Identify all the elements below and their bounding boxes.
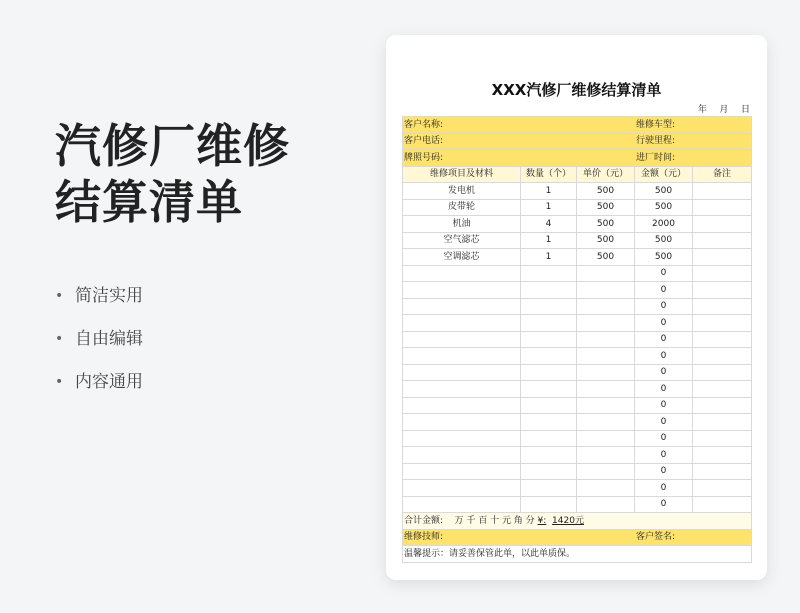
- quantity-cell[interactable]: 1: [521, 232, 577, 249]
- feature-item: [55, 326, 143, 369]
- info-row: [403, 133, 752, 150]
- info-label: 行驶里程:: [636, 136, 676, 147]
- table-row: [403, 364, 752, 381]
- hero-title-line-2: 结算清单: [55, 175, 243, 229]
- feature-label: 内容通用: [75, 372, 143, 392]
- total-label: 合计金额:: [404, 515, 444, 526]
- amount-cell[interactable]: 0: [635, 315, 693, 332]
- document-preview-card: [386, 35, 767, 580]
- item-cell[interactable]: [403, 463, 521, 480]
- remark-cell[interactable]: [693, 265, 752, 282]
- amount-cell[interactable]: 0: [635, 430, 693, 447]
- total-cell[interactable]: [403, 513, 752, 530]
- quantity-cell[interactable]: [521, 315, 577, 332]
- info-right-cell[interactable]: [635, 133, 752, 150]
- note-text: 温馨提示：请妥善保管此单，以此单质保。: [403, 546, 752, 563]
- amount-cell[interactable]: 2000: [635, 216, 693, 233]
- remark-cell[interactable]: [693, 216, 752, 233]
- item-rows: [403, 183, 752, 513]
- table-row: [403, 183, 752, 200]
- column-header: 单价（元）: [577, 166, 635, 183]
- quantity-cell[interactable]: 1: [521, 183, 577, 200]
- item-cell[interactable]: 空调滤芯: [403, 249, 521, 266]
- unit-price-cell[interactable]: [577, 397, 635, 414]
- quantity-cell[interactable]: [521, 480, 577, 497]
- remark-cell[interactable]: [693, 315, 752, 332]
- quantity-cell[interactable]: [521, 381, 577, 398]
- info-label: 进厂时间:: [636, 152, 676, 163]
- feature-item: [55, 283, 143, 326]
- unit-price-cell[interactable]: [577, 414, 635, 431]
- quantity-cell[interactable]: [521, 364, 577, 381]
- table-row: [403, 348, 752, 365]
- remark-cell[interactable]: [693, 381, 752, 398]
- amount-cell[interactable]: 0: [635, 381, 693, 398]
- item-cell[interactable]: [403, 331, 521, 348]
- table-row: [403, 216, 752, 233]
- remark-cell[interactable]: [693, 199, 752, 216]
- quantity-cell[interactable]: [521, 298, 577, 315]
- item-cell[interactable]: [403, 265, 521, 282]
- amount-cell[interactable]: 0: [635, 298, 693, 315]
- technician-label: 维修技师:: [404, 532, 444, 543]
- remark-cell[interactable]: [693, 480, 752, 497]
- item-cell[interactable]: [403, 298, 521, 315]
- total-row: [403, 513, 752, 530]
- quantity-cell[interactable]: [521, 282, 577, 299]
- unit-price-cell[interactable]: [577, 331, 635, 348]
- amount-cell[interactable]: 0: [635, 348, 693, 365]
- info-row: [403, 117, 752, 134]
- total-currency: ¥:: [537, 515, 547, 526]
- amount-cell[interactable]: 500: [635, 199, 693, 216]
- remark-cell[interactable]: [693, 232, 752, 249]
- quantity-cell[interactable]: [521, 414, 577, 431]
- amount-cell[interactable]: 500: [635, 183, 693, 200]
- unit-price-cell[interactable]: 500: [577, 249, 635, 266]
- info-right-cell[interactable]: [635, 150, 752, 167]
- remark-cell[interactable]: [693, 298, 752, 315]
- remark-cell[interactable]: [693, 414, 752, 431]
- amount-cell[interactable]: 0: [635, 463, 693, 480]
- bullet-icon: •: [55, 374, 64, 390]
- amount-cell[interactable]: 0: [635, 414, 693, 431]
- unit-price-cell[interactable]: [577, 315, 635, 332]
- item-cell[interactable]: [403, 414, 521, 431]
- info-label: 客户名称:: [404, 119, 444, 130]
- unit-price-cell[interactable]: 500: [577, 232, 635, 249]
- item-cell[interactable]: 机油: [403, 216, 521, 233]
- item-cell[interactable]: [403, 381, 521, 398]
- date-line: 年 月 日: [697, 105, 751, 115]
- table-row: [403, 430, 752, 447]
- table-row: [403, 298, 752, 315]
- unit-price-cell[interactable]: 500: [577, 199, 635, 216]
- info-label: 客户电话:: [404, 136, 444, 147]
- amount-cell[interactable]: 500: [635, 249, 693, 266]
- remark-cell[interactable]: [693, 447, 752, 464]
- unit-price-cell[interactable]: [577, 282, 635, 299]
- remark-cell[interactable]: [693, 496, 752, 513]
- table-row: [403, 331, 752, 348]
- quantity-cell[interactable]: [521, 447, 577, 464]
- remark-cell[interactable]: [693, 331, 752, 348]
- info-row: [403, 150, 752, 167]
- unit-price-cell[interactable]: 500: [577, 216, 635, 233]
- unit-price-cell[interactable]: 500: [577, 183, 635, 200]
- column-header: 数量（个）: [521, 166, 577, 183]
- unit-price-cell[interactable]: [577, 364, 635, 381]
- item-cell[interactable]: [403, 348, 521, 365]
- remark-cell[interactable]: [693, 183, 752, 200]
- customer-sign-cell[interactable]: [635, 529, 752, 546]
- table-row: [403, 249, 752, 266]
- unit-price-cell[interactable]: [577, 381, 635, 398]
- item-cell[interactable]: [403, 447, 521, 464]
- quantity-cell[interactable]: [521, 496, 577, 513]
- table-row: [403, 447, 752, 464]
- item-cell[interactable]: 空气滤芯: [403, 232, 521, 249]
- amount-cell[interactable]: 0: [635, 397, 693, 414]
- table-row: [403, 282, 752, 299]
- customer-sign-label: 客户签名:: [636, 532, 676, 543]
- remark-cell[interactable]: [693, 463, 752, 480]
- hero-title: [55, 118, 290, 230]
- quantity-cell[interactable]: [521, 331, 577, 348]
- item-cell[interactable]: [403, 364, 521, 381]
- item-cell[interactable]: 皮带轮: [403, 199, 521, 216]
- quantity-cell[interactable]: [521, 430, 577, 447]
- note-row: [403, 546, 752, 563]
- info-left-cell[interactable]: [403, 117, 635, 134]
- quantity-cell[interactable]: 1: [521, 199, 577, 216]
- hero-title-line-1: 汽修厂维修: [55, 119, 290, 173]
- table-row: [403, 265, 752, 282]
- unit-price-cell[interactable]: [577, 430, 635, 447]
- quantity-cell[interactable]: 1: [521, 249, 577, 266]
- info-right-cell[interactable]: [635, 117, 752, 134]
- table-row: [403, 463, 752, 480]
- unit-price-cell[interactable]: [577, 496, 635, 513]
- amount-cell[interactable]: 0: [635, 282, 693, 299]
- table-header-row: [403, 166, 752, 183]
- remark-cell[interactable]: [693, 397, 752, 414]
- info-left-cell[interactable]: [403, 133, 635, 150]
- item-cell[interactable]: [403, 496, 521, 513]
- amount-cell[interactable]: 0: [635, 331, 693, 348]
- technician-cell[interactable]: [403, 529, 635, 546]
- bullet-icon: •: [55, 288, 64, 304]
- unit-price-cell[interactable]: [577, 480, 635, 497]
- remark-cell[interactable]: [693, 282, 752, 299]
- table-row: [403, 315, 752, 332]
- bullet-icon: •: [55, 331, 64, 347]
- info-left-cell[interactable]: [403, 150, 635, 167]
- quantity-cell[interactable]: [521, 463, 577, 480]
- remark-cell[interactable]: [693, 348, 752, 365]
- remark-cell[interactable]: [693, 249, 752, 266]
- signature-row: [403, 529, 752, 546]
- column-header: 金额（元）: [635, 166, 693, 183]
- table-row: [403, 496, 752, 513]
- amount-cell[interactable]: 0: [635, 447, 693, 464]
- remark-cell[interactable]: [693, 364, 752, 381]
- total-units: 万 千 百 十 元 角 分: [454, 515, 535, 526]
- item-cell[interactable]: 发电机: [403, 183, 521, 200]
- total-value: 1420元: [552, 515, 584, 526]
- table-row: [403, 480, 752, 497]
- unit-price-cell[interactable]: [577, 463, 635, 480]
- item-cell[interactable]: [403, 315, 521, 332]
- item-cell[interactable]: [403, 397, 521, 414]
- table-row: [403, 381, 752, 398]
- table-row: [403, 232, 752, 249]
- quantity-cell[interactable]: [521, 397, 577, 414]
- amount-cell[interactable]: 500: [635, 232, 693, 249]
- info-label: 牌照号码:: [404, 152, 444, 163]
- unit-price-cell[interactable]: [577, 265, 635, 282]
- item-cell[interactable]: [403, 430, 521, 447]
- amount-cell[interactable]: 0: [635, 480, 693, 497]
- amount-cell[interactable]: 0: [635, 265, 693, 282]
- quantity-cell[interactable]: [521, 348, 577, 365]
- unit-price-cell[interactable]: [577, 348, 635, 365]
- amount-cell[interactable]: 0: [635, 364, 693, 381]
- feature-label: 自由编辑: [75, 329, 143, 349]
- column-header: 维修项目及材料: [403, 166, 521, 183]
- quantity-cell[interactable]: [521, 265, 577, 282]
- table-row: [403, 397, 752, 414]
- table-row: [403, 199, 752, 216]
- document-title: XXX汽修厂维修结算清单: [491, 81, 662, 99]
- unit-price-cell[interactable]: [577, 298, 635, 315]
- settlement-table: [402, 116, 752, 563]
- feature-item: [55, 369, 143, 412]
- item-cell[interactable]: [403, 282, 521, 299]
- column-header: 备注: [693, 166, 752, 183]
- amount-cell[interactable]: 0: [635, 496, 693, 513]
- remark-cell[interactable]: [693, 430, 752, 447]
- feature-list: [55, 283, 143, 412]
- table-row: [403, 414, 752, 431]
- unit-price-cell[interactable]: [577, 447, 635, 464]
- quantity-cell[interactable]: 4: [521, 216, 577, 233]
- info-label: 维修车型:: [636, 119, 676, 130]
- feature-label: 简洁实用: [75, 286, 143, 306]
- item-cell[interactable]: [403, 480, 521, 497]
